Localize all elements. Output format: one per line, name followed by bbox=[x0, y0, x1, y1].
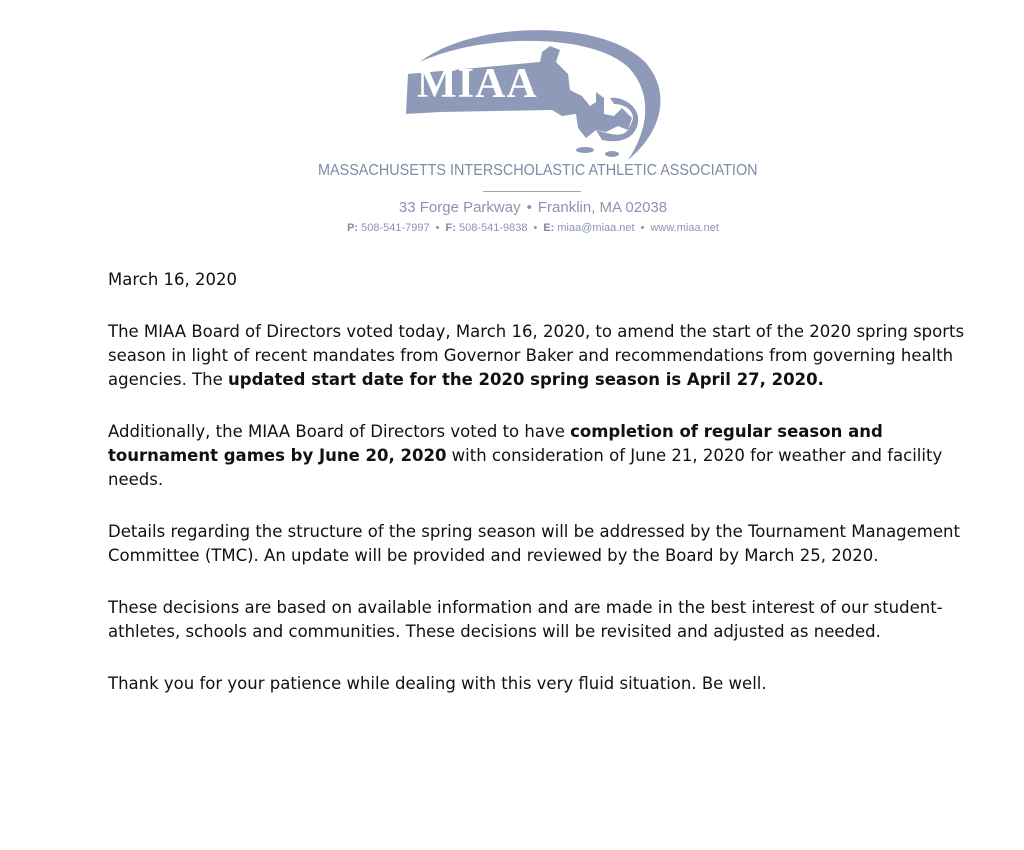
logo-text: MIAA bbox=[417, 61, 538, 107]
paragraph-decisions: These decisions are based on available information and are made in the best interest of our student-athletes, schools and communities. These decisions will be revisited and adjusted as needed. bbox=[108, 598, 943, 641]
fax-label: F: bbox=[445, 222, 456, 234]
paragraph-details: Details regarding the structure of the spring season will be addressed by the Tournament Management Committee (TMC). An update will be provided and reviewed by the Board by March 25, 2020. bbox=[108, 522, 960, 565]
paragraph-text: The MIAA Board of Directors voted today, March 16, 2020, to amend the start of the 2020 spring sports season in light of recent mandates from Governor Baker and recommendations from governing health agencies. The bbox=[108, 322, 965, 389]
phone-number: 508-541-7997 bbox=[361, 222, 430, 234]
paragraph-completion bbox=[108, 420, 988, 492]
paragraph-text: Additionally, the MIAA Board of Directors voted to have bbox=[108, 422, 571, 441]
paragraph-text: with consideration of June 21, 2020 for weather and facility needs. bbox=[108, 446, 943, 489]
address-city: Franklin, MA 02038 bbox=[537, 199, 668, 216]
fax-number: 508-541-9838 bbox=[458, 222, 528, 234]
letter-body bbox=[108, 268, 988, 724]
email-address: miaa@miaa.net bbox=[557, 222, 635, 234]
letter-date: March 16, 2020 bbox=[108, 270, 238, 289]
website: www.miaa.net bbox=[650, 222, 719, 234]
contact-line bbox=[290, 222, 776, 234]
organization-address bbox=[300, 199, 766, 216]
paragraph-start-date bbox=[108, 320, 988, 392]
paragraph-closing: Thank you for your patience while dealing with this very fluid situation. Be well. bbox=[108, 674, 767, 693]
email-label: E: bbox=[543, 222, 555, 234]
bullet-separator: • bbox=[533, 222, 538, 234]
letterhead-divider bbox=[483, 191, 581, 192]
paragraph-bold: updated start date for the 2020 spring season is April 27, 2020. bbox=[228, 370, 824, 389]
bullet-separator: • bbox=[640, 222, 645, 234]
address-street: 33 Forge Parkway bbox=[398, 199, 521, 216]
bullet-separator: • bbox=[526, 199, 532, 216]
organization-name: MASSACHUSETTS INTERSCHOLASTIC ATHLETIC ASSOCIATION bbox=[318, 162, 758, 179]
paragraph-bold: completion of regular season and tournament games by June 20, 2020 bbox=[108, 422, 883, 465]
letterhead bbox=[0, 0, 1024, 250]
phone-label: P: bbox=[347, 222, 359, 234]
bullet-separator: • bbox=[435, 222, 440, 234]
